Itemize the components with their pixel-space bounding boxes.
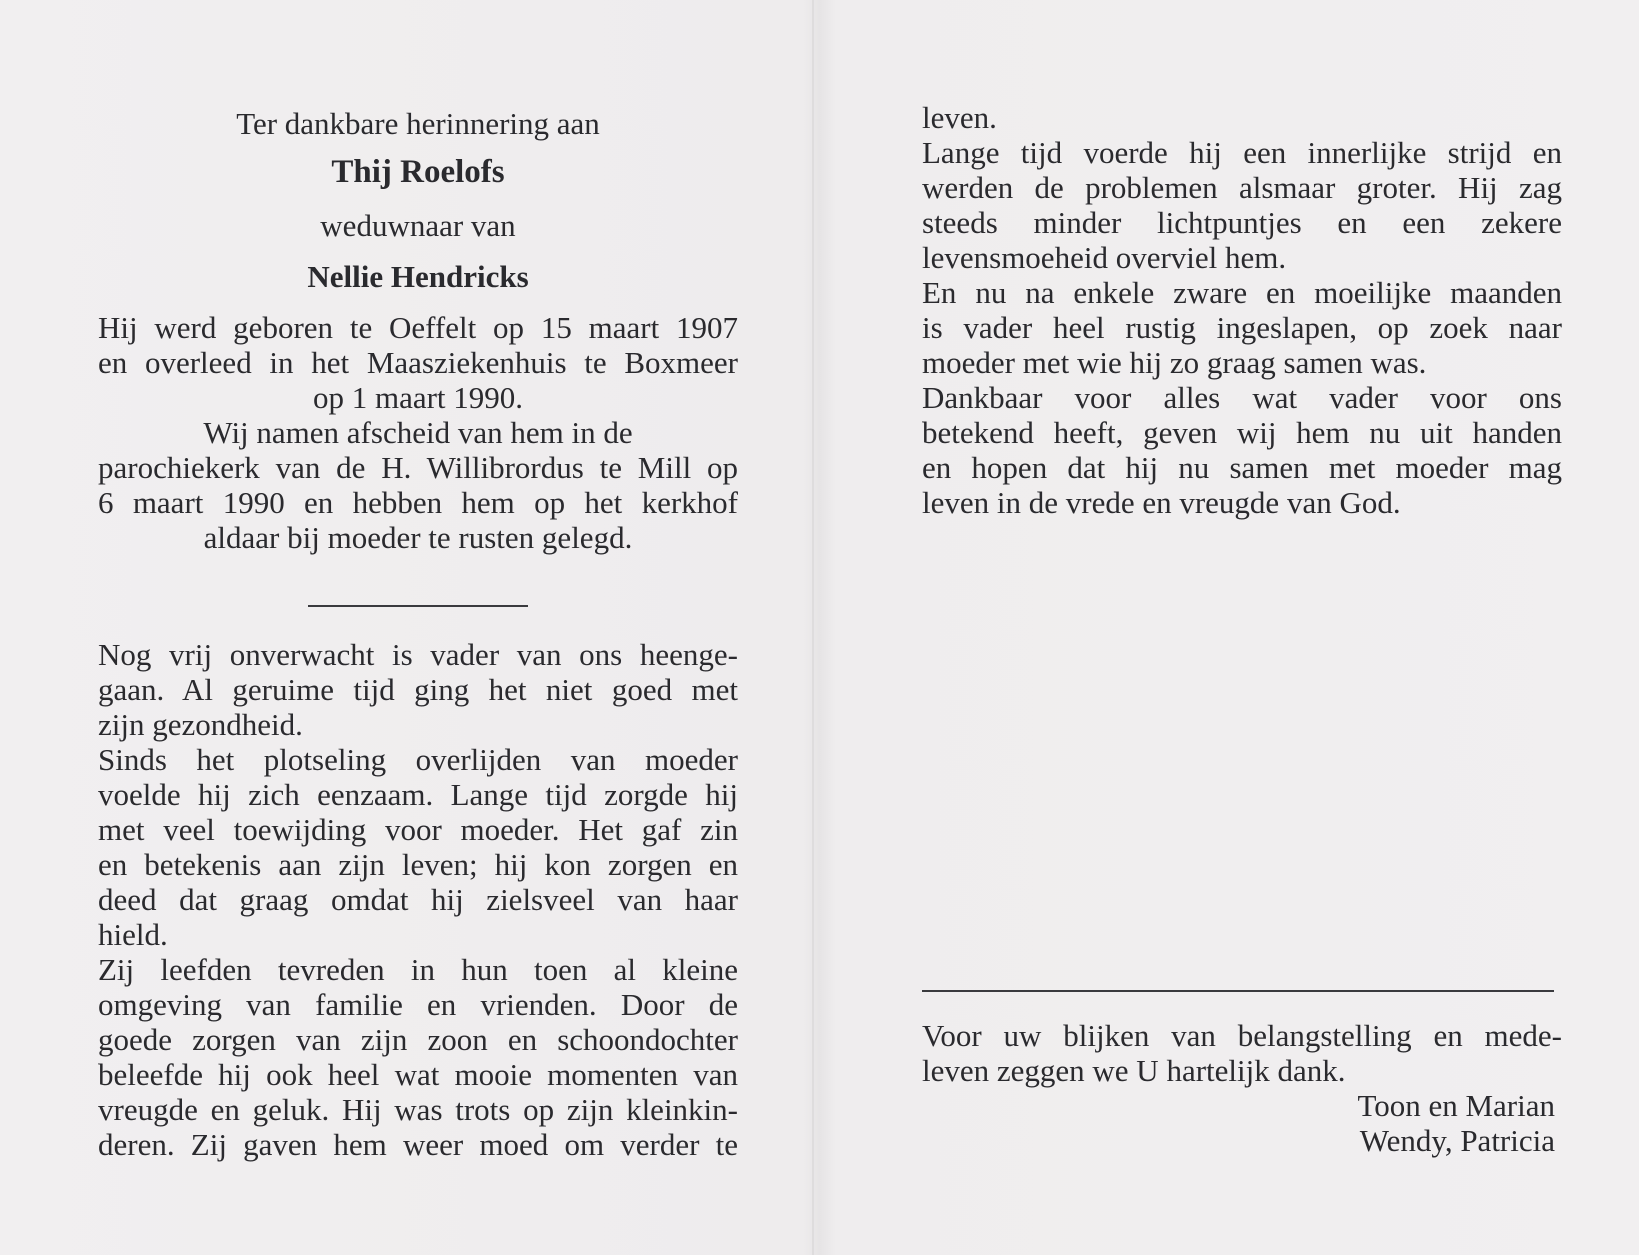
text-line: met veel toewijding voor moeder. Het gaf zin (98, 812, 738, 847)
text-line: parochiekerk van de H. Willibrordus te Mill op (98, 450, 738, 485)
text-line: en hopen dat hij nu samen met moeder mag (922, 450, 1562, 485)
text-line: steeds minder lichtpuntjes en een zekere (922, 205, 1562, 240)
text-line: Lange tijd voerde hij een innerlijke strijd en (922, 135, 1562, 170)
text-line: Wij namen afscheid van hem in de (203, 415, 633, 450)
signature-line: Toon en Marian (1357, 1088, 1555, 1123)
text-line: zijn gezondheid. (98, 707, 303, 742)
card-fold (812, 0, 814, 1255)
text-line: Voor uw blijken van belangstelling en mede- (922, 1018, 1562, 1053)
farewell-paragraph (98, 415, 738, 555)
text-line: omgeving van familie en vrienden. Door de (98, 987, 738, 1022)
left-page (98, 100, 738, 1162)
text-line: gaan. Al geruime tijd ging het niet goed met (98, 672, 738, 707)
text-line: leven in de vrede en vreugde van God. (922, 485, 1401, 520)
text-line: Dankbaar voor alles wat vader voor ons (922, 380, 1562, 415)
text-line: Hij werd geboren te Oeffelt op 15 maart 1907 (98, 310, 738, 345)
text-line: aldaar bij moeder te rusten gelegd. (203, 520, 633, 555)
text-line: Zij leefden tevreden in hun toen al kleine (98, 952, 738, 987)
text-line: betekend heeft, geven wij hem nu uit handen (922, 415, 1562, 450)
divider-line (922, 990, 1554, 992)
deceased-name: Thij Roelofs (331, 154, 505, 190)
text-line: 6 maart 1990 en hebben hem op het kerkhof (98, 485, 738, 520)
text-line: en betekenis aan zijn leven; hij kon zorgen en (98, 847, 738, 882)
text-line: leven. (922, 100, 997, 135)
spouse-name: Nellie Hendricks (307, 259, 529, 294)
thanks-paragraph (922, 1018, 1562, 1088)
text-line: beleefde hij ook heel wat mooie momenten van (98, 1057, 738, 1092)
text-line: goede zorgen van zijn zoon en schoondochter (98, 1022, 738, 1057)
text-line: op 1 maart 1990. (312, 380, 524, 415)
right-page (922, 100, 1562, 1158)
text-line: moeder met wie hij zo graag samen was. (922, 345, 1427, 380)
relation-line: weduwnaar van (320, 208, 516, 243)
intro-line: Ter dankbare herinnering aan (236, 106, 600, 141)
text-line: vreugde en geluk. Hij was trots op zijn kleinkin- (98, 1092, 738, 1127)
story-paragraph (98, 637, 738, 1162)
text-line: voelde hij zich eenzaam. Lange tijd zorgde hij (98, 777, 738, 812)
text-line: En nu na enkele zware en moeilijke maanden (922, 275, 1562, 310)
story-continuation (922, 100, 1562, 520)
text-line: hield. (98, 917, 168, 952)
text-line: en overleed in het Maasziekenhuis te Boxmeer (98, 345, 738, 380)
divider-line (308, 605, 528, 607)
text-line: levensmoeheid overviel hem. (922, 240, 1287, 275)
signature (922, 1088, 1555, 1158)
text-line: deren. Zij gaven hem weer moed om verder te (98, 1127, 738, 1162)
text-line: deed dat graag omdat hij zielsveel van haar (98, 882, 738, 917)
text-line: Nog vrij onverwacht is vader van ons heenge- (98, 637, 738, 672)
birth-death-paragraph (98, 310, 738, 415)
text-line: leven zeggen we U hartelijk dank. (922, 1053, 1346, 1088)
signature-line: Wendy, Patricia (1359, 1123, 1555, 1158)
text-line: Sinds het plotseling overlijden van moeder (98, 742, 738, 777)
text-line: werden de problemen alsmaar groter. Hij zag (922, 170, 1562, 205)
text-line: is vader heel rustig ingeslapen, op zoek naar (922, 310, 1562, 345)
